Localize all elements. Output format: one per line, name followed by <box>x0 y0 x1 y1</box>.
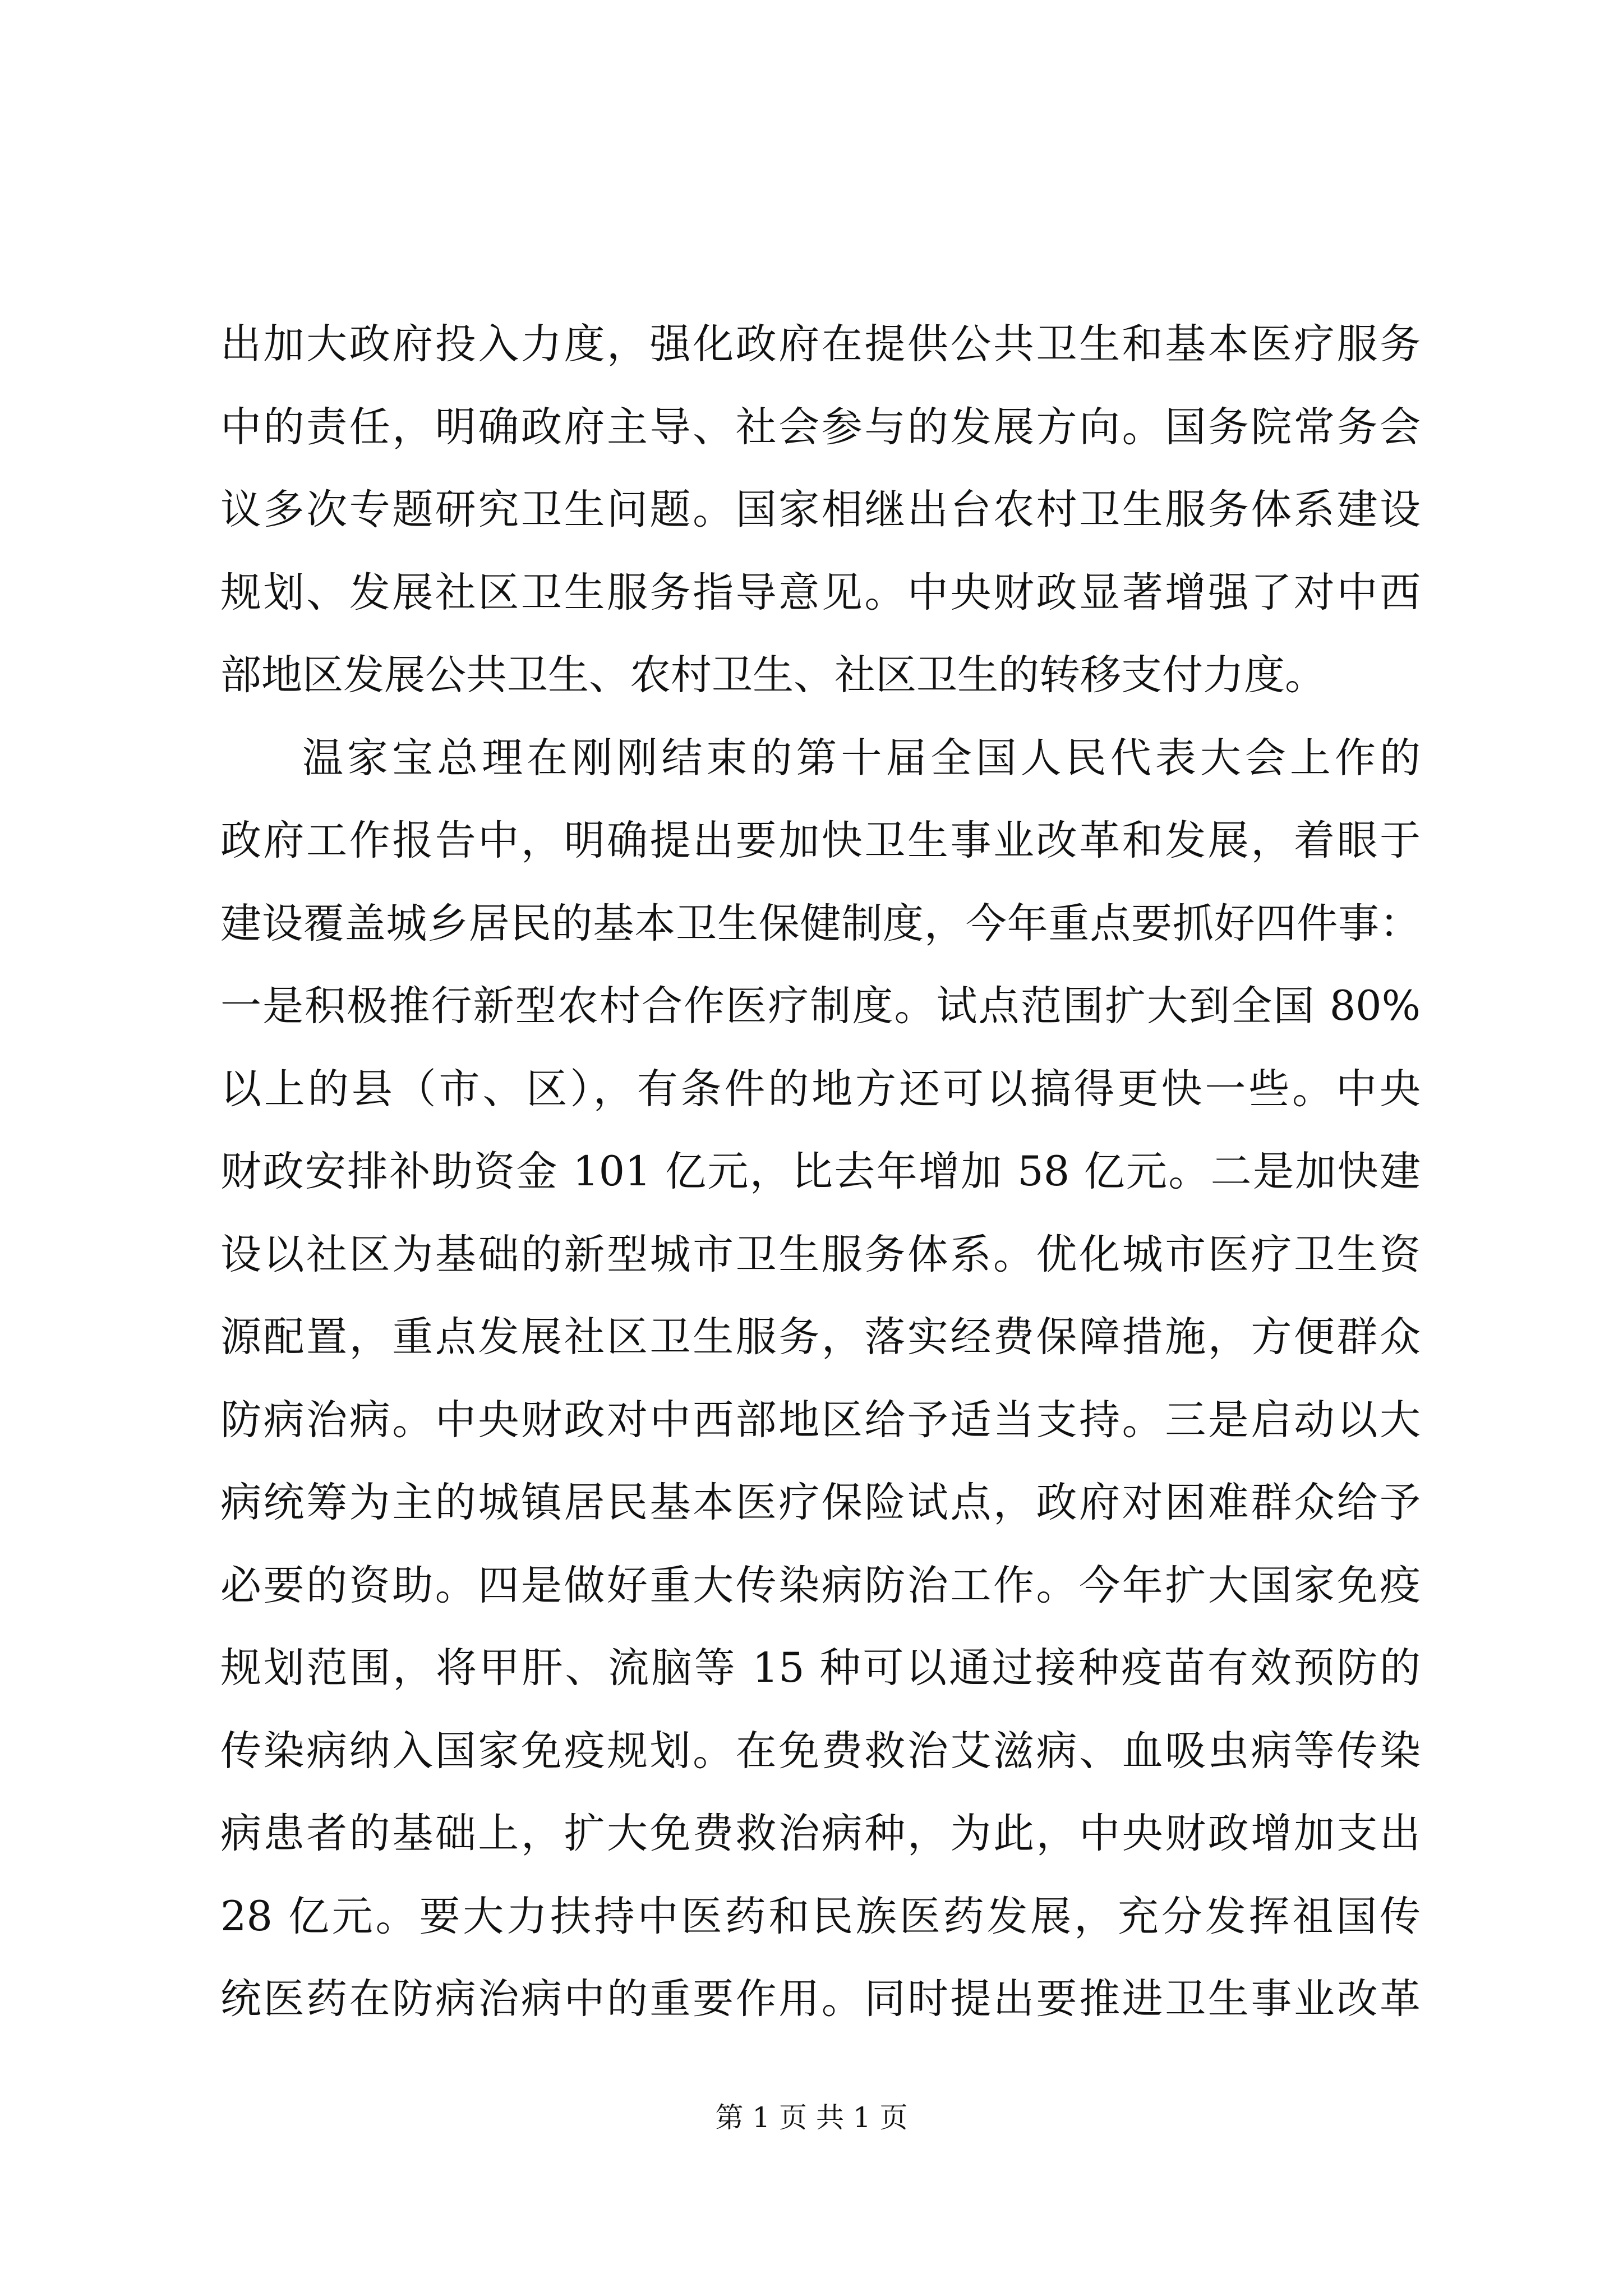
text-line: 议多次专题研究卫生问题。国家相继出台农村卫生服务体系建设 <box>220 486 1421 533</box>
text-line: 规划、发展社区卫生服务指导意见。中央财政显著增强了对中西 <box>220 568 1421 616</box>
text-line: 病患者的基础上，扩大免费救治病种，为此，中央财政增加支出 <box>220 1810 1421 1857</box>
text-line: 传染病纳入国家免疫规划。在免费救治艾滋病、血吸虫病等传染 <box>220 1727 1421 1775</box>
text-line: 以上的县（市、区），有条件的地方还可以搞得更快一些。中央 <box>220 1065 1421 1113</box>
paragraph-first-line: 温家宝总理在刚刚结束的第十届全国人民代表大会上作的 <box>302 734 1421 782</box>
text-line: 出加大政府投入力度，强化政府在提供公共卫生和基本医疗服务 <box>220 320 1421 368</box>
text-line: 统医药在防病治病中的重要作用。同时提出要推进卫生事业改革 <box>220 1975 1421 2023</box>
text-line: 必要的资助。四是做好重大传染病防治工作。今年扩大国家免疫 <box>220 1561 1421 1609</box>
text-line: 部地区发展公共卫生、农村卫生、社区卫生的转移支付力度。 <box>220 651 1326 699</box>
page-footer: 第 1 页 共 1 页 <box>715 2101 908 2134</box>
text-line: 源配置，重点发展社区卫生服务，落实经费保障措施，方便群众 <box>220 1313 1421 1361</box>
text-line: 建设覆盖城乡居民的基本卫生保健制度，今年重点要抓好四件事： <box>220 899 1421 947</box>
text-line: 28 亿元。要大力扶持中医药和民族医药发展，充分发挥祖国传 <box>220 1892 1421 1940</box>
text-line: 一是积极推行新型农村合作医疗制度。试点范围扩大到全国 80% <box>220 982 1421 1030</box>
text-line: 政府工作报告中，明确提出要加快卫生事业改革和发展，着眼于 <box>220 817 1421 864</box>
body-text <box>220 303 1421 2041</box>
text-line: 财政安排补助资金 101 亿元，比去年增加 58 亿元。二是加快建 <box>220 1148 1421 1195</box>
text-line: 防病治病。中央财政对中西部地区给予适当支持。三是启动以大 <box>220 1396 1421 1444</box>
text-line: 中的责任，明确政府主导、社会参与的发展方向。国务院常务会 <box>220 403 1421 451</box>
text-line: 设以社区为基础的新型城市卫生服务体系。优化城市医疗卫生资 <box>220 1230 1421 1278</box>
text-line: 病统筹为主的城镇居民基本医疗保险试点，政府对困难群众给予 <box>220 1479 1421 1526</box>
text-line: 规划范围，将甲肝、流脑等 15 种可以通过接种疫苗有效预防的 <box>220 1644 1421 1692</box>
